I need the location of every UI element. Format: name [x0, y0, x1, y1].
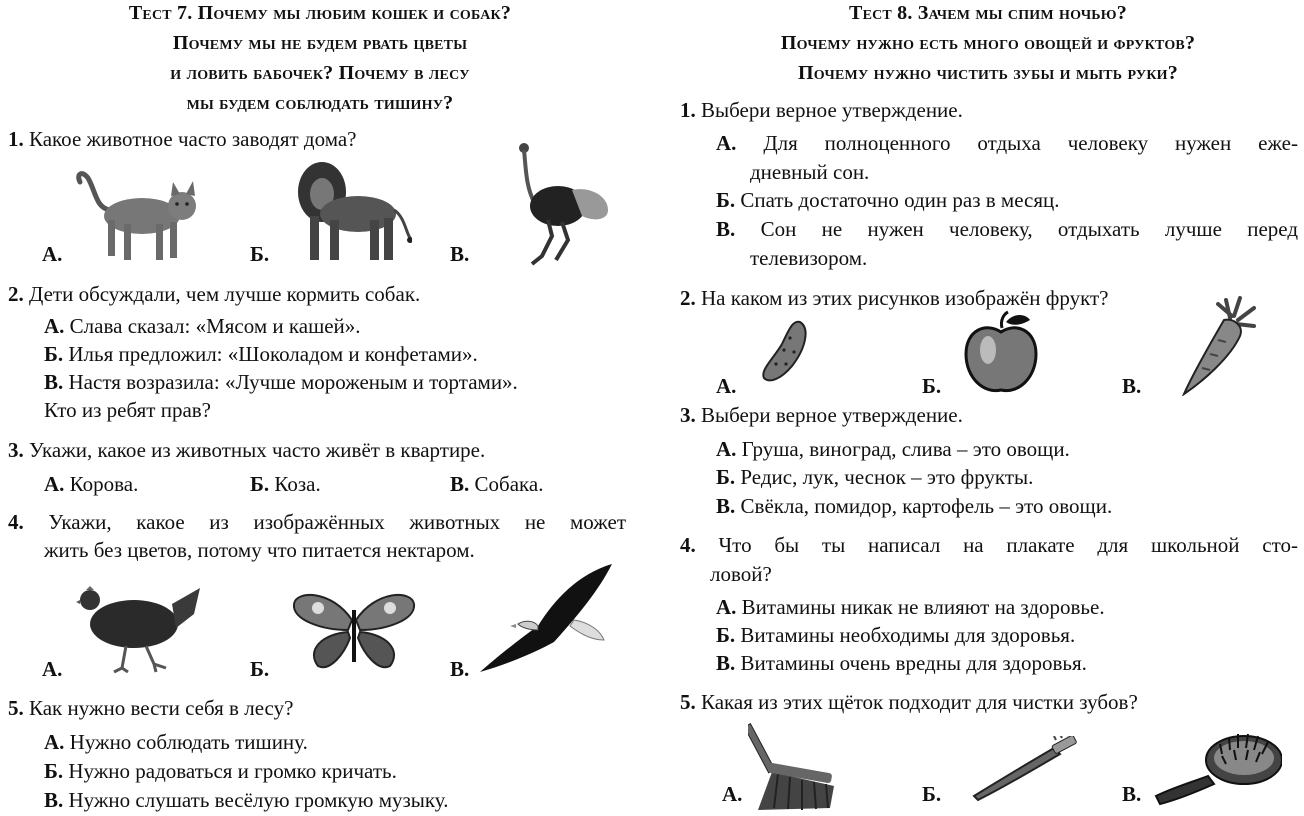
question-number: 3. [680, 403, 696, 427]
option-label: Б. [44, 759, 64, 783]
question-number: 2. [8, 282, 24, 306]
option-text: Груша, виноград, слива – это овощи. [741, 437, 1070, 461]
question-number: 2. [680, 286, 696, 310]
answer-option[interactable] [44, 786, 448, 814]
question-text: Дети обсуждали, чем лучше кормить собак. [29, 282, 421, 306]
option-text: Витамины необходимы для здоровья. [740, 623, 1076, 647]
cucumber-icon [760, 318, 810, 386]
option-text: Нужно слушать весёлую громкую музыку. [68, 788, 449, 812]
option-label[interactable]: Б. [250, 657, 270, 681]
answer-option[interactable] [716, 435, 1070, 463]
option-text-continued: телевизором. [750, 246, 868, 270]
test8-title-line: Почему нужно чистить зубы и мыть руки? [798, 62, 1178, 84]
option-label: В. [44, 788, 64, 812]
option-text: Витамины никак не влияют на здоровье. [741, 595, 1105, 619]
option-text: Для полноценного отдыха человеку нужен еже- [763, 131, 1298, 155]
answer-option[interactable] [716, 492, 1112, 520]
option-label[interactable]: Б. [922, 374, 942, 398]
question-text: Укажи, какое из животных часто живёт в квартире. [29, 438, 486, 462]
test7-section [0, 0, 640, 118]
option-text: Нужно соблюдать тишину. [69, 730, 308, 754]
option-label[interactable]: В. [1122, 374, 1142, 398]
option-label[interactable]: Б. [250, 242, 270, 266]
option-label: В. [450, 472, 470, 496]
test7-title [0, 0, 640, 118]
question-text: Какая из этих щёток подходит для чистки зубов? [701, 690, 1138, 714]
option-label: В. [716, 217, 736, 241]
question-number: 3. [8, 438, 24, 462]
question-number: 5. [8, 696, 24, 720]
cat-icon [74, 168, 202, 266]
option-label[interactable]: А. [722, 782, 743, 806]
option-label: А. [44, 472, 65, 496]
carrot-icon [1178, 296, 1258, 396]
option-label[interactable]: А. [42, 242, 63, 266]
option-text: Нужно радоваться и громко кричать. [68, 759, 397, 783]
option-label: А. [716, 595, 737, 619]
test7-title-line: Тест 7. Почему мы любим кошек и собак? [128, 2, 512, 24]
lion-icon [296, 158, 412, 264]
question-text: Выбери верное утверждение. [701, 403, 963, 427]
follow-up-question: Кто из ребят прав? [44, 398, 212, 422]
option-text: Настя возразила: «Лучше мороженым и тортами». [68, 370, 518, 394]
option-label: Б. [716, 465, 736, 489]
answer-option[interactable] [716, 186, 1060, 214]
answer-option[interactable] [716, 621, 1075, 649]
answer-option[interactable] [44, 368, 518, 396]
option-label: В. [716, 651, 736, 675]
question-number: 1. [8, 127, 24, 151]
option-label: А. [44, 314, 65, 338]
option-label: Б. [716, 188, 736, 212]
answer-option[interactable] [250, 470, 321, 498]
question-text: Какое животное часто заводят дома? [29, 127, 357, 151]
answer-option[interactable] [716, 129, 1298, 157]
answer-option[interactable] [450, 470, 543, 498]
option-text: Редис, лук, чеснок – это фрукты. [740, 465, 1034, 489]
option-text: Илья предложил: «Шоколадом и конфетами». [68, 342, 478, 366]
option-label: Б. [716, 623, 736, 647]
option-text: Сон не нужен человеку, отдыхать лучше перед [760, 217, 1299, 241]
option-label: Б. [250, 472, 270, 496]
t7-q1 [8, 125, 356, 153]
t8-q4-line2: ловой? [710, 562, 772, 586]
t8-q4-line1 [680, 531, 1298, 559]
apple-icon [964, 310, 1038, 396]
question-text: Выбери верное утверждение. [701, 98, 963, 122]
option-text: Слава сказал: «Мясом и кашей». [69, 314, 361, 338]
ostrich-icon [512, 140, 612, 268]
option-label: Б. [44, 342, 64, 366]
option-text: Собака. [474, 472, 544, 496]
option-label: А. [716, 131, 737, 155]
option-label: В. [44, 370, 64, 394]
option-text: Витамины очень вредны для здоровья. [740, 651, 1087, 675]
question-text: Как нужно вести себя в лесу? [29, 696, 294, 720]
hairbrush-icon [1152, 730, 1282, 806]
answer-option[interactable] [716, 215, 1298, 243]
t7-q4-line1 [8, 508, 626, 536]
answer-option[interactable] [44, 340, 478, 368]
test7-title-line: Почему мы не будем рвать цветы [172, 32, 468, 54]
option-label[interactable]: В. [1122, 782, 1142, 806]
option-text: Свёкла, помидор, картофель – это овощи. [740, 494, 1113, 518]
test7-title-line: и ловить бабочек? Почему в лесу [170, 62, 470, 84]
answer-option[interactable] [44, 312, 361, 340]
option-text: Спать достаточно один раз в месяц. [740, 188, 1060, 212]
answer-option[interactable] [44, 470, 138, 498]
option-label[interactable]: В. [450, 242, 470, 266]
test8-title-line: Почему нужно есть много овощей и фруктов? [780, 32, 1196, 54]
answer-option[interactable] [716, 593, 1105, 621]
option-label[interactable]: В. [450, 657, 470, 681]
option-label[interactable]: Б. [922, 782, 942, 806]
broom-icon [748, 722, 840, 814]
test8-section [672, 0, 1304, 88]
question-text: Укажи, какое из изображённых животных не может [48, 510, 627, 534]
question-number: 4. [8, 510, 24, 534]
question-number: 4. [680, 533, 696, 557]
t8-q1 [680, 96, 963, 124]
answer-option[interactable] [716, 463, 1033, 491]
test7-title-line: мы будем соблюдать тишину? [186, 92, 454, 114]
question-number: 5. [680, 690, 696, 714]
toothbrush-icon [970, 736, 1080, 802]
answer-option[interactable] [716, 649, 1087, 677]
question-text: Что бы ты написал на плакате для школьной сто- [718, 533, 1299, 557]
option-label: В. [716, 494, 736, 518]
question-text: На каком из этих рисунков изображён фрукт? [701, 286, 1109, 310]
t8-q2 [680, 284, 1109, 312]
option-text: Корова. [69, 472, 139, 496]
answer-option[interactable] [44, 728, 308, 756]
test8-title-line: Тест 8. Зачем мы спим ночью? [849, 2, 1127, 24]
hen-icon [76, 584, 204, 674]
question-number: 1. [680, 98, 696, 122]
option-text-continued: дневный сон. [750, 160, 870, 184]
eagle-icon [478, 560, 616, 678]
t8-q3 [680, 401, 963, 429]
option-label[interactable]: А. [42, 657, 63, 681]
option-label[interactable]: А. [716, 374, 737, 398]
option-label: А. [716, 437, 737, 461]
t7-q3 [8, 436, 485, 464]
option-text: Коза. [274, 472, 321, 496]
t7-q5 [8, 694, 293, 722]
t8-q5 [680, 688, 1138, 716]
option-label: А. [44, 730, 65, 754]
t7-q4-line2: жить без цветов, потому что питается нектаром. [44, 538, 475, 562]
test8-title [672, 0, 1304, 88]
answer-option[interactable] [44, 757, 397, 785]
t7-q2 [8, 280, 420, 308]
butterfly-icon [292, 590, 416, 672]
